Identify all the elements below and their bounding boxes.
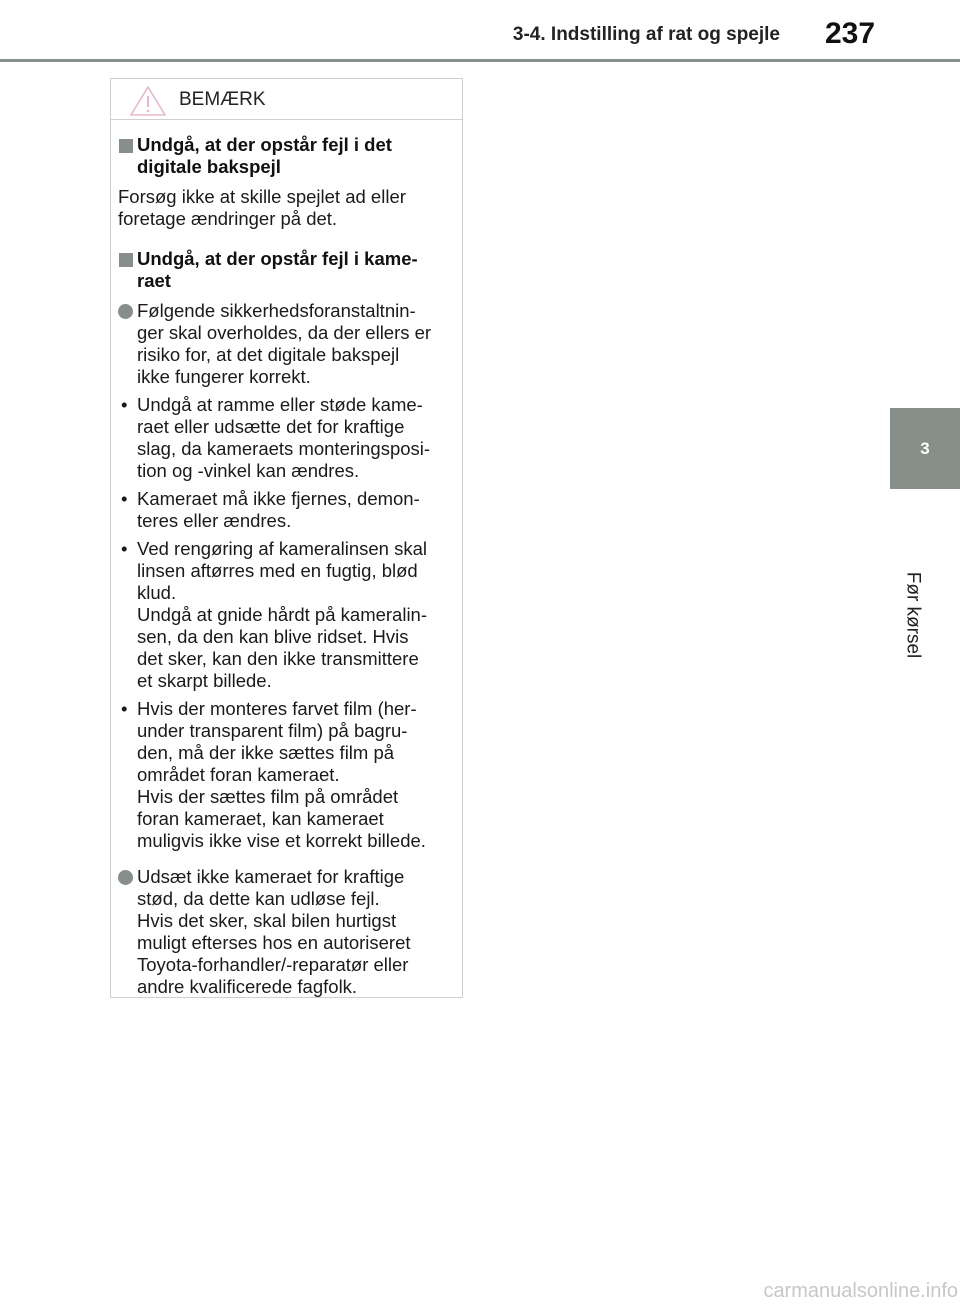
text-line: Hvis der sættes film på området xyxy=(137,786,399,807)
text-line: ger skal overholdes, da der ellers er xyxy=(137,322,432,343)
text-line: Følgende sikkerhedsforanstaltnin- xyxy=(137,300,416,321)
text-line: området foran kameraet. xyxy=(137,764,340,785)
bullet-item xyxy=(118,488,448,532)
notice-body xyxy=(111,120,462,998)
text-line: et skarpt billede. xyxy=(137,670,272,691)
bullet-marker: • xyxy=(121,488,128,509)
section-heading-camera xyxy=(118,248,448,292)
text-line: stød, da dette kan udløse fejl. xyxy=(137,888,380,909)
notice-box xyxy=(110,78,463,998)
bullet-marker: • xyxy=(121,538,128,559)
text-line: foretage ændringer på det. xyxy=(118,208,338,229)
chapter-tab xyxy=(890,408,960,489)
text-line: tion og -vinkel kan ændres. xyxy=(137,460,360,481)
text-line: klud. xyxy=(137,582,177,603)
square-bullet-icon xyxy=(119,253,133,267)
text-line: Udsæt ikke kameraet for kraftige xyxy=(137,866,405,887)
bullet-item xyxy=(118,698,448,852)
watermark: carmanualsonline.info xyxy=(763,1280,958,1302)
text-line: sen, da den kan blive ridset. Hvis xyxy=(137,626,409,647)
text-line: den, må der ikke sættes film på xyxy=(137,742,395,763)
text-line: muligvis ikke vise et korrekt billede. xyxy=(137,830,426,851)
circle-bullet-icon xyxy=(118,870,133,885)
text-line: Undgå at ramme eller støde kame- xyxy=(137,394,423,415)
text-line: Kameraet må ikke fjernes, demon- xyxy=(137,488,420,509)
text-line: foran kameraet, kan kameraet xyxy=(137,808,384,829)
header-rule xyxy=(0,59,960,62)
text-line: Hvis der monteres farvet film (her- xyxy=(137,698,417,719)
text-line: det sker, kan den ikke transmittere xyxy=(137,648,419,669)
text-line: Forsøg ikke at skille spejlet ad eller xyxy=(118,186,406,207)
warning-triangle-icon xyxy=(129,85,167,117)
text-line: Hvis det sker, skal bilen hurtigst xyxy=(137,910,397,931)
chapter-label xyxy=(897,571,927,659)
text-line: raet eller udsætte det for kraftige xyxy=(137,416,405,437)
bullet-marker: • xyxy=(121,698,128,719)
bullet-item xyxy=(118,394,448,482)
text-line: ikke fungerer korrekt. xyxy=(137,366,311,387)
circle-item xyxy=(118,300,448,388)
notice-header xyxy=(111,79,462,120)
circle-item xyxy=(118,866,448,998)
bullet-item xyxy=(118,538,448,692)
text-line: Toyota-forhandler/-reparatør eller xyxy=(137,954,409,975)
heading-line: Undgå, at der opstår fejl i kame- xyxy=(137,248,418,269)
text-line: risiko for, at det digitale bakspejl xyxy=(137,344,400,365)
section-heading-mirror xyxy=(118,134,448,178)
notice-label: BEMÆRK xyxy=(179,89,266,110)
chapter-number: 3 xyxy=(920,438,930,458)
paragraph-mirror xyxy=(118,186,448,230)
bullet-marker: • xyxy=(121,394,128,415)
heading-line: raet xyxy=(137,270,171,291)
text-line: slag, da kameraets monteringsposi- xyxy=(137,438,431,459)
heading-line: digitale bakspejl xyxy=(137,156,281,177)
text-line: muligt efterses hos en autoriseret xyxy=(137,932,411,953)
page-number: 237 xyxy=(824,17,876,50)
text-line: Undgå at gnide hårdt på kameralin- xyxy=(137,604,428,625)
text-line: teres eller ændres. xyxy=(137,510,292,531)
section-title: 3-4. Indstilling af rat og spejle xyxy=(512,24,780,45)
square-bullet-icon xyxy=(119,139,133,153)
circle-bullet-icon xyxy=(118,304,133,319)
text-line: Ved rengøring af kameralinsen skal xyxy=(137,538,427,559)
chapter-title: Før kørsel xyxy=(902,571,924,659)
text-line: andre kvalificerede fagfolk. xyxy=(137,976,358,997)
heading-line: Undgå, at der opstår fejl i det xyxy=(137,134,392,155)
text-line: under transparent film) på bagru- xyxy=(137,720,408,741)
text-line: linsen aftørres med en fugtig, blød xyxy=(137,560,418,581)
